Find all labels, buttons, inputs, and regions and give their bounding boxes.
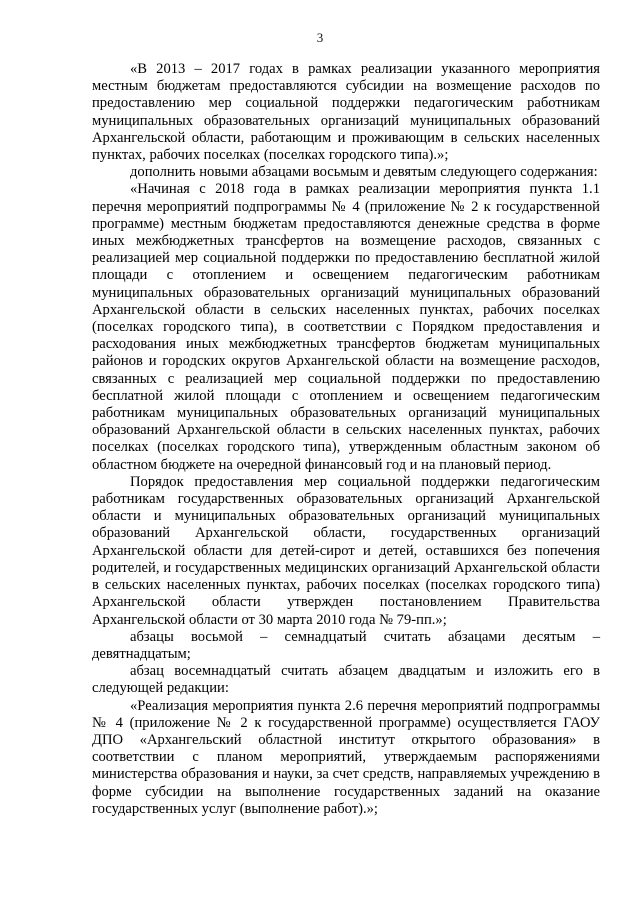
paragraph-starting-2018: «Начиная с 2018 года в рамках реализации мероприятия пункта 1.1 перечня мероприятий подпрограммы № 4 (приложение № 2 к государственной программе) местным бюджетам предоставляются денежные средства в форме иных межбюджетных трансфертов на возмещение расходов, связанных с реализацией мер социальной поддержки по предоставлению бесплатной жилой площади с отоплением и освещением педагогическим работникам муниципальных образовательных организаций муниципальных образований Архангельской области в сельских населенных пунктах, рабочих поселках (поселках городского типа), в соответствии с Порядком предоставления и расходования иных межбюджетных трансфертов бюджетам муниципальных районов и городских округов Архангельской области на возмещение расходов, связанных с реализацией мер социальной поддержки по предоставлению бесплатной жилой площади с отоплением и освещением педагогическим работникам муниципальных образовательных организаций муниципальных образований Архангельской области в сельских населенных пунктах, рабочих поселках (поселках городского типа), утвержденным областным законом об областном бюджете на очередной финансовый год и на плановый период.: [92, 181, 600, 473]
paragraph-renumbering: абзацы восьмой – семнадцатый считать абзацами десятым – девятнадцатым;: [92, 628, 600, 662]
document-body: [92, 61, 600, 818]
paragraph-subsidies-2013-2017: «В 2013 – 2017 годах в рамках реализации указанного мероприятия местным бюджетам предоставляются субсидии на возмещение расходов по предоставлению мер социальной поддержки педагогическим работникам муниципальных образовательных организаций муниципальных образований Архангельской области, работающим и проживающим в сельских населенных пунктах, рабочих поселках (поселках городского типа).»;: [92, 61, 600, 164]
paragraph-restate-eighteenth: абзац восемнадцатый считать абзацем двадцатым и изложить его в следующей редакции:: [92, 663, 600, 697]
page-number: 3: [316, 30, 324, 45]
paragraph-procedure-approved: Порядок предоставления мер социальной поддержки педагогическим работникам государственных образовательных организаций Архангельской области и муниципальных образовательных организаций муниципальных образований Архангельской области, государственных организаций Архангельской области для детей-сирот и детей, оставшихся без попечения родителей, и государственных медицинских организаций Архангельской области в сельских населенных пунктах, рабочих поселках (поселках городского типа) Архангельской области утвержден постановлением Правительства Архангельской области от 30 марта 2010 года № 79-пп.»;: [92, 473, 600, 628]
paragraph-implementation-2-6: «Реализация мероприятия пункта 2.6 перечня мероприятий подпрограммы № 4 (приложение № 2 к государственной программе) осуществляется ГАОУ ДПО «Архангельский областной институт открытого образования» в соответствии с планом мероприятий, утверждаемым распоряжениями министерства образования и науки, за счет средств, направляемых учреждению в форме субсидии на выполнение государственных заданий на оказание государственных услуг (выполнение работ).»;: [92, 697, 600, 817]
paragraph-add-new-paragraphs: дополнить новыми абзацами восьмым и девятым следующего содержания:: [130, 164, 598, 181]
